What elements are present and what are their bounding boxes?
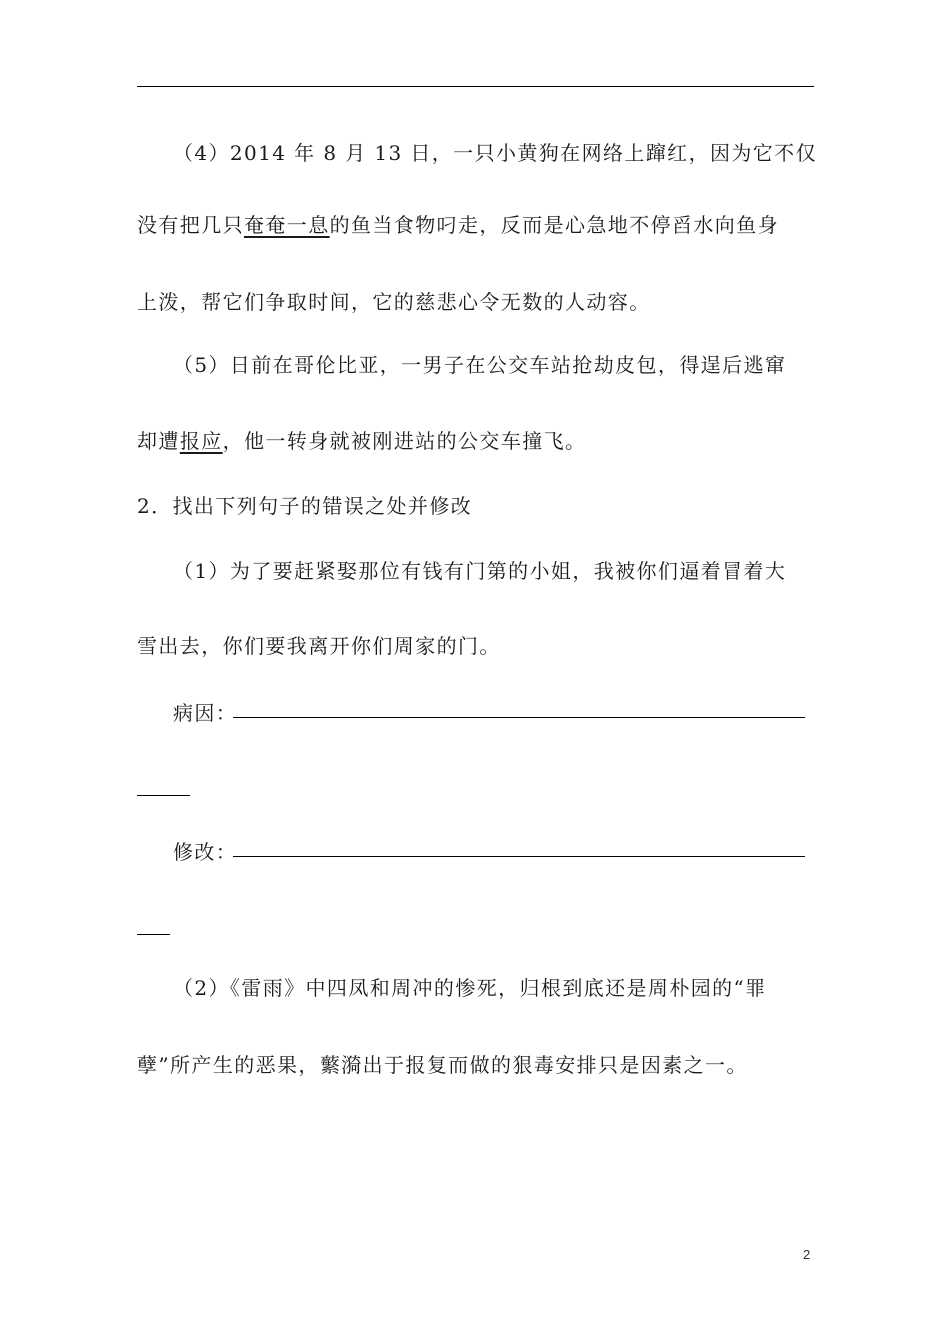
item-4-line-2-pre: 没有把几只 [137,213,244,237]
item-5-line-1: （5）日前在哥伦比亚，一男子在公交车站抢劫皮包，得逞后逃窜 [173,353,787,377]
item-4-line-3: 上泼，帮它们争取时间，它的慈悲心令无数的人动容。 [137,290,651,314]
item-5-line-2-pre: 却遭 [137,429,180,453]
underlined-word-yanyanyixi: 奄奄一息 [244,213,330,237]
item-4-line-2 [137,211,814,239]
fix-answer-line[interactable] [233,856,805,857]
sentence-1-line-1: （1）为了要赶紧娶那位有钱有门第的小姐，我被你们逼着冒着大 [173,559,787,583]
item-5-line-2 [137,427,814,455]
item-4-line-2-post: 的鱼当食物叼走，反而是心急地不停舀水向鱼身 [329,213,780,237]
cause-label: 病因： [173,701,238,725]
header-rule [137,86,814,87]
sentence-2-line-1: （2）《雷雨》中四凤和周冲的惨死，归根到底还是周朴园的“罪 [173,976,767,1000]
sentence-1-line-2: 雪出去，你们要我离开你们周家的门。 [137,634,501,658]
section-2-heading: 2．找出下列句子的错误之处并修改 [137,494,473,518]
underlined-word-baoying: 报应 [179,429,223,453]
cause-answer-line[interactable] [233,717,805,718]
item-5-line-2-post: ，他一转身就被刚进站的公交车撞飞。 [222,429,587,453]
page-number: 2 [803,1247,811,1262]
fix-label: 修改： [173,840,238,864]
fix-answer-line-continuation[interactable] [137,934,170,935]
item-4-line-1: （4）2014 年 8 月 13 日，一只小黄狗在网络上蹿红，因为它不仅 [173,141,817,165]
cause-answer-line-continuation[interactable] [137,795,190,796]
sentence-2-line-2: 孽”所产生的恶果，蘩漪出于报复而做的狠毒安排只是因素之一。 [137,1053,748,1077]
